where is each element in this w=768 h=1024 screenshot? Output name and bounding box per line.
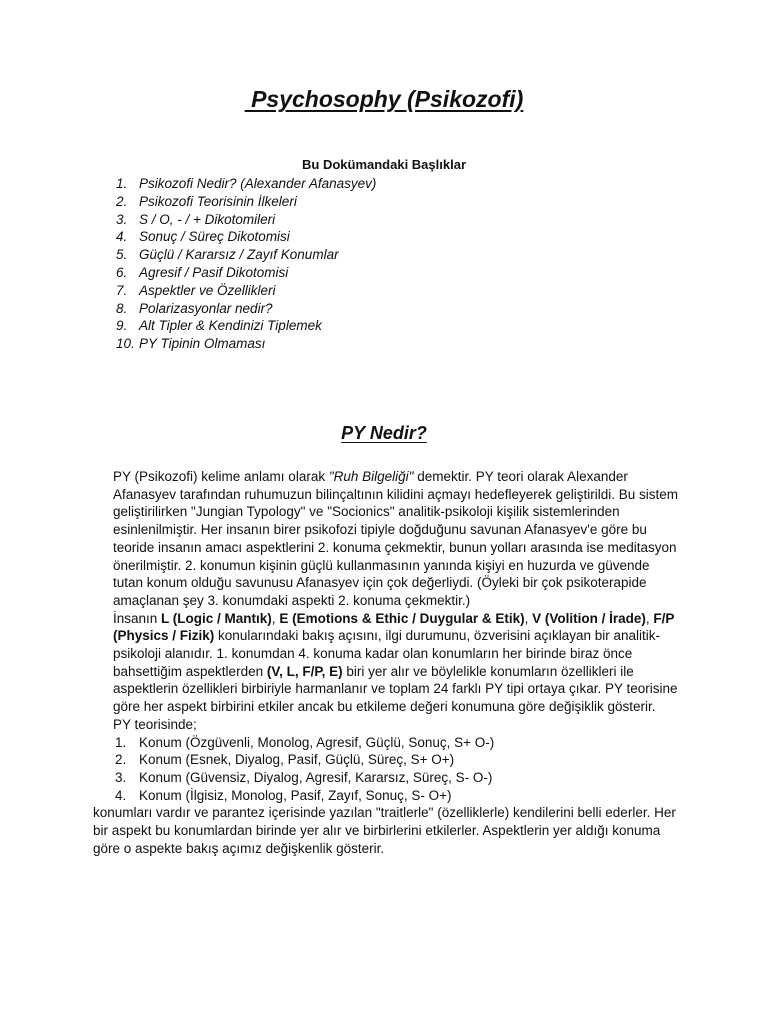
bold-run: V (Volition / İrade) [532, 610, 646, 626]
toc-item-number: 3. [116, 211, 128, 227]
konum-item-number: 3. [115, 769, 127, 785]
konum-list [93, 734, 683, 805]
toc-item-number: 8. [116, 300, 128, 316]
konum-item-text: Konum (Güvensiz, Diyalog, Agresif, Kararsız, Süreç, S- O-) [139, 769, 493, 785]
toc-item [116, 264, 376, 282]
text-run: , [524, 610, 533, 626]
toc-item-number: 4. [116, 229, 128, 245]
paragraph-conclusion: konumları vardır ve parantez içerisinde yazılan "traitlerle" (özelliklerle) kendilerini belli ederler. Her bir aspekt bu konumlardan birinde yer alır ve birbirlerini etkilerler. Aspektlerin yer aldığı konuma göre o aspekte bakış açımız değişkenlik gösterir. [93, 805, 676, 856]
section-title [0, 423, 768, 444]
section-body [93, 468, 683, 857]
toc-item-text: Güçlü / Kararsız / Zayıf Konumlar [139, 247, 339, 263]
toc-item-number: 1. [116, 176, 128, 191]
toc-item-text: Sonuç / Süreç Dikotomisi [139, 229, 290, 245]
bold-run: L (Logic / Mantık) [161, 610, 272, 626]
toc-item-text: S / O, - / + Dikotomileri [139, 211, 276, 227]
toc-item-number: 2. [116, 193, 128, 209]
konum-item-text: Konum (İlgisiz, Monolog, Pasif, Zayıf, Sonuç, S- O+) [139, 787, 452, 803]
document-title-text: Psychosophy (Psikozofi) [244, 86, 524, 112]
text-run: , [271, 610, 280, 626]
bold-run: F/P (Physics / Fizik) [113, 610, 675, 644]
text-run: demektir. PY teori olarak Alexander Afanasyev tarafından ruhumuzun bilinçaltının kilidini açmayı hedefleyerek geliştirildi. Bu sistem geliştirilirken "Jungian Typology" ve "Socionics" analitik-psikoloji kişilik sistemlerinden esinlenilmiştir. Her insanın birer psikofozi tipiyle doğduğunu savunan Afanasyev'e göre bu teoride insanın amacı aspektlerini 2. konuma çekmektir, bunun yolları arasında ise meditasyon önerilmiştir. 2. konumun kişinin güçlü kullanmasının yanında kişiyi en huzurda ve güvende tutan konum olduğu savunusu Afanasyev için çok değerliydi. (Öyleki bir çok psikoterapide amaçlanan şey 3. konumdaki aspekti 2. konuma çekmektir.) [113, 469, 679, 608]
text-run: , [645, 610, 654, 626]
konum-item [93, 787, 683, 805]
konum-item-text: Konum (Esnek, Diyalog, Pasif, Güçlü, Süreç, S+ O+) [139, 752, 455, 768]
paragraph-aspects [93, 610, 683, 716]
konum-item-number: 2. [115, 752, 127, 768]
toc-item-text: Aspektler ve Özellikleri [139, 282, 276, 298]
toc-item-number: 6. [116, 264, 128, 280]
toc-item [116, 335, 376, 353]
text-run: konularındaki bakış açısını, ilgi durumunu, özverisini açıklayan bir analitik-psikoloji alanıdır. 1. konumdan 4. konuma kadar olan konumların her birinde biraz önce bahsettiğim aspektlerden [113, 628, 661, 679]
document-title [0, 86, 768, 113]
section-title-text: PY Nedir? [341, 423, 427, 443]
toc-item-number: 9. [116, 318, 128, 334]
toc-item [116, 193, 376, 211]
toc-item-text: Psikozofi Nedir? (Alexander Afanasyev) [139, 176, 377, 191]
konum-item [93, 734, 683, 752]
toc-item-text: Psikozofi Teorisinin İlkeleri [139, 193, 297, 209]
toc-item [116, 282, 376, 300]
konum-item-number: 4. [115, 787, 127, 803]
toc-item-text: PY Tipinin Olmaması [139, 336, 266, 352]
bold-run: (V, L, F/P, E) [266, 663, 343, 679]
konum-item [93, 769, 683, 787]
toc-list [116, 175, 376, 353]
toc-item [116, 246, 376, 264]
toc-item [116, 175, 376, 193]
text-run: biri yer alır ve böylelikle konumların özellikleri ile aspektlerin özellikleri birbiriyle harmanlanır ve toplam 24 farklı PY tipi ortaya çıkar. PY teorisine göre her aspekt birbirini etkiler ancak bu etkileme değeri konumuna göre değişiklik gösterir. [113, 663, 678, 715]
toc-item-text: Polarizasyonlar nedir? [139, 300, 273, 316]
toc-item-number: 5. [116, 247, 128, 263]
konum-item-number: 1. [115, 734, 127, 750]
paragraph-intro [93, 468, 683, 610]
toc-item-number: 7. [116, 282, 128, 298]
toc-item-text: Alt Tipler & Kendinizi Tiplemek [139, 318, 322, 334]
text-run: İnsanın [113, 610, 162, 626]
italic-run: "Ruh Bilgeliği" [328, 469, 414, 484]
toc-item [116, 300, 376, 318]
toc-item [116, 228, 376, 246]
toc-heading: Bu Dokümandaki Başlıklar [302, 157, 466, 172]
konum-item-text: Konum (Özgüvenli, Monolog, Agresif, Güçlü, Sonuç, S+ O-) [139, 734, 495, 750]
toc-item [116, 317, 376, 335]
paragraph-theory-intro: PY teorisinde; [113, 716, 197, 732]
konum-item [93, 751, 683, 769]
toc-item-text: Agresif / Pasif Dikotomisi [139, 264, 289, 280]
text-run: PY (Psikozofi) kelime anlamı olarak [113, 469, 329, 484]
toc-item [116, 211, 376, 229]
toc-item-number: 10. [116, 336, 135, 352]
bold-run: E (Emotions & Ethic / Duygular & Etik) [279, 610, 525, 626]
